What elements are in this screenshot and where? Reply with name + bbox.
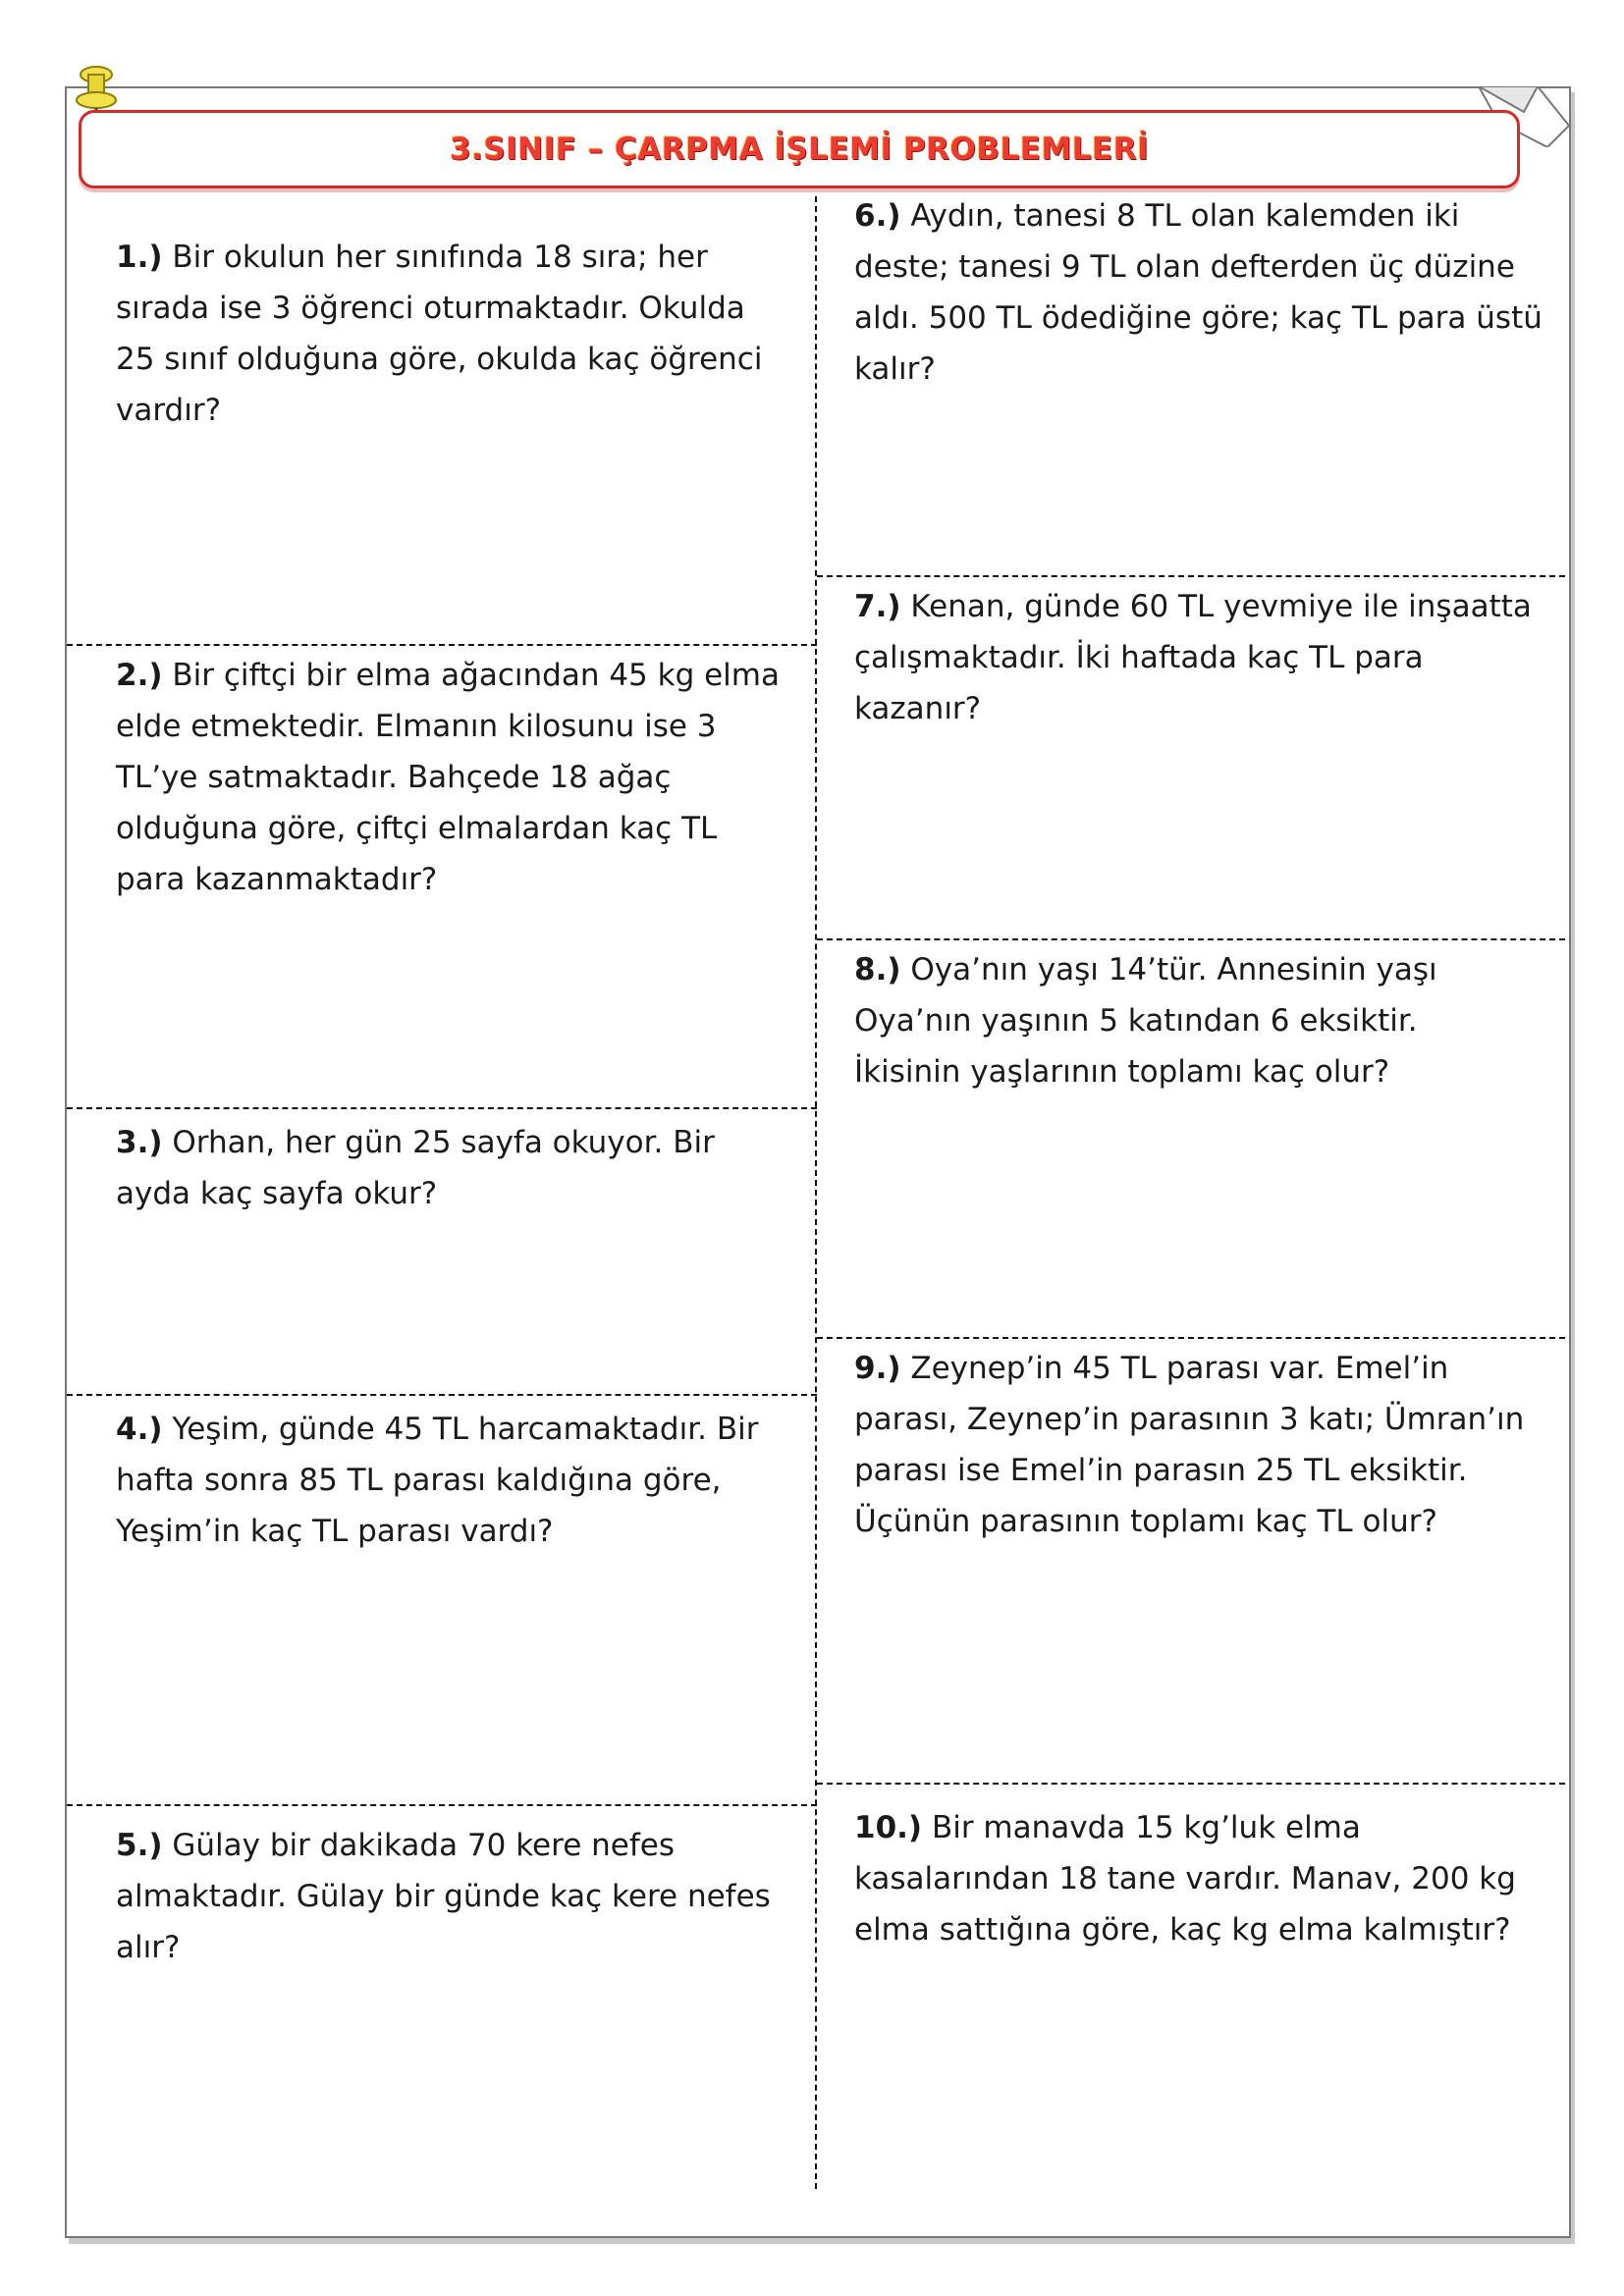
problem-9	[854, 1343, 1542, 1547]
problem-number: 2.)	[116, 658, 163, 693]
divider-left-2	[67, 1107, 817, 1109]
problem-number: 10.)	[854, 1810, 923, 1845]
problem-text: Yeşim, günde 45 TL harcamaktadır. Bir hafta sonra 85 TL parası kaldığına göre, Yeşim’in kaç TL parası vardı?	[116, 1412, 759, 1549]
problem-text: Orhan, her gün 25 sayfa okuyor. Bir ayda kaç sayfa okur?	[116, 1125, 715, 1211]
problem-4	[116, 1404, 803, 1557]
problem-text: Zeynep’in 45 TL parası var. Emel’in parası, Zeynep’in parasının 3 katı; Ümran’ın parası ise Emel’in parasın 25 TL eksiktir. Üçünün parasının toplamı kaç TL olur?	[854, 1351, 1525, 1539]
divider-right-2	[817, 938, 1565, 940]
problem-7	[854, 581, 1542, 734]
problem-2	[116, 650, 793, 905]
problem-number: 7.)	[854, 589, 901, 624]
problem-1	[116, 232, 784, 436]
problem-number: 6.)	[854, 198, 901, 234]
problem-8	[854, 944, 1502, 1097]
problem-number: 3.)	[116, 1125, 163, 1160]
problem-number: 8.)	[854, 952, 901, 988]
problem-text: Bir manavda 15 kg’luk elma kasalarından 18 tane vardır. Manav, 200 kg elma sattığına göre, kaç kg elma kalmıştır?	[854, 1810, 1516, 1948]
divider-left-4	[67, 1804, 817, 1806]
problem-number: 5.)	[116, 1828, 163, 1863]
problem-text: Aydın, tanesi 8 TL olan kalemden iki deste; tanesi 9 TL olan defterden üç düzine aldı. 500 TL ödediğine göre; kaç TL para üstü kalır?	[854, 198, 1543, 387]
divider-right-3	[817, 1337, 1565, 1339]
page-title: 3.SINIF – ÇARPMA İŞLEMİ PROBLEMLERİ	[449, 132, 1150, 167]
problem-3	[116, 1117, 784, 1219]
divider-left-3	[67, 1394, 817, 1396]
title-banner	[79, 110, 1520, 188]
problem-text: Oya’nın yaşı 14’tür. Annesinin yaşı Oya’nın yaşının 5 katından 6 eksiktir. İkisinin yaşlarının toplamı kaç olur?	[854, 952, 1437, 1090]
problem-6	[854, 190, 1556, 395]
problem-text: Kenan, günde 60 TL yevmiye ile inşaatta çalışmaktadır. İki haftada kaç TL para kazanır?	[854, 589, 1532, 726]
divider-right-1	[817, 575, 1565, 577]
problem-text: Bir okulun her sınıfında 18 sıra; her sırada ise 3 öğrenci oturmaktadır. Okulda 25 sınıf olduğuna göre, okulda kaç öğrenci vardır?	[116, 240, 763, 428]
problem-text: Bir çiftçi bir elma ağacından 45 kg elma elde etmektedir. Elmanın kilosunu ise 3 TL’ye satmaktadır. Bahçede 18 ağaç olduğuna göre, çiftçi elmalardan kaç TL para kazanmaktadır?	[116, 658, 780, 897]
problem-number: 1.)	[116, 240, 163, 275]
problem-number: 4.)	[116, 1412, 163, 1447]
divider-right-4	[817, 1783, 1565, 1785]
problem-10	[854, 1802, 1532, 1955]
divider-left-1	[67, 644, 817, 646]
column-divider	[815, 196, 817, 2189]
problem-number: 9.)	[854, 1351, 901, 1386]
problem-text: Gülay bir dakikada 70 kere nefes almaktadır. Gülay bir günde kaç kere nefes alır?	[116, 1828, 771, 1965]
problem-5	[116, 1820, 784, 1973]
